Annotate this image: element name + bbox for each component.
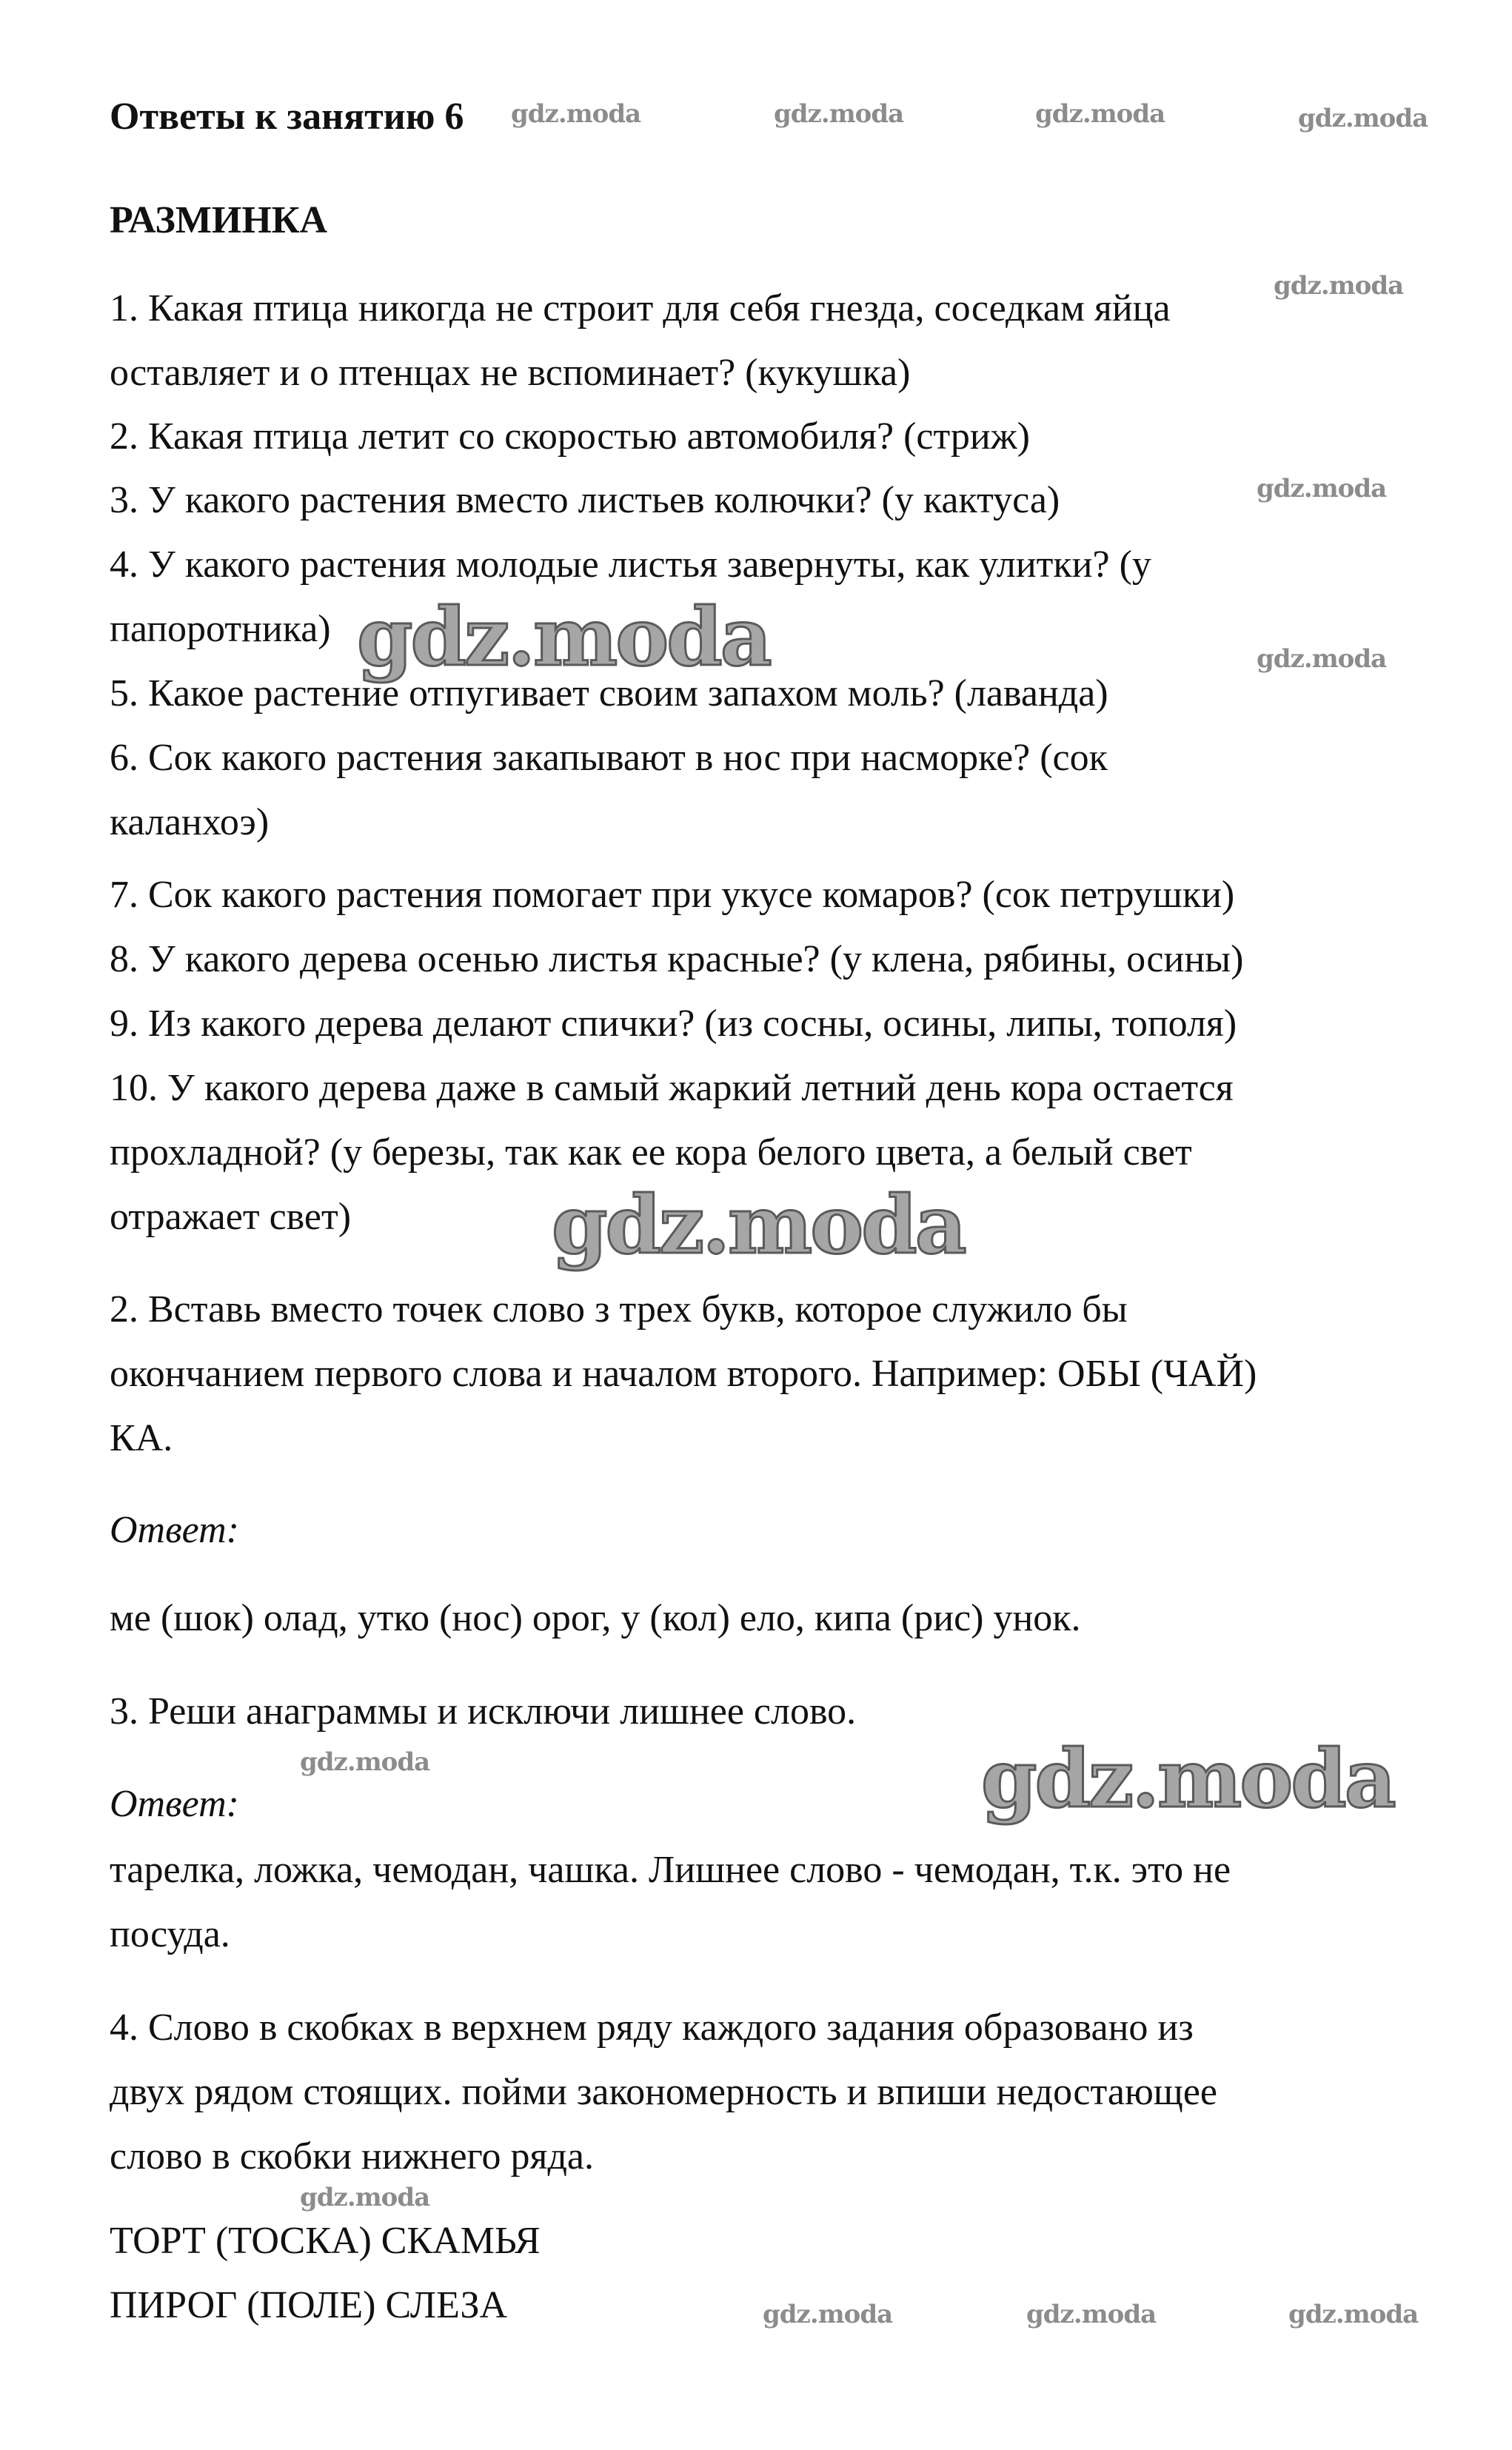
warmup-line: оставляет и о птенцах не вспоминает? (кукушка) <box>110 352 911 394</box>
warmup-line: 9. Из какого дерева делают спички? (из сосны, осины, липы, тополя) <box>110 1003 1237 1045</box>
task4-line: двух рядом стоящих. пойми закономерность и впиши недостающее <box>110 2071 1217 2113</box>
warmup-line: 4. У какого растения молодые листья завернуты, как улитки? (у <box>110 543 1151 586</box>
task2-line: 2. Вставь вместо точек слово з трех букв, которое служило бы <box>110 1288 1128 1331</box>
task4-line: слово в скобки нижнего ряда. <box>110 2135 595 2178</box>
warmup-line: 7. Сок какого растения помогает при укусе комаров? (сок петрушки) <box>110 874 1235 916</box>
watermark: gdz.moda <box>1288 2300 1419 2329</box>
watermark: gdz.moda <box>774 99 904 129</box>
task2-answer-label: Ответ: <box>110 1509 239 1551</box>
task2-line: окончанием первого слова и началом второго. Например: ОБЫ (ЧАЙ) <box>110 1353 1257 1395</box>
task3-answer-line: посуда. <box>110 1913 230 1955</box>
watermark: gdz.moda <box>981 1733 1394 1826</box>
task3-answer-line: тарелка, ложка, чемодан, чашка. Лишнее слово - чемодан, т.к. это не <box>110 1849 1231 1891</box>
task4-line: 4. Слово в скобках в верхнем ряду каждого задания образовано из <box>110 2006 1194 2049</box>
warmup-line: 2. Какая птица летит со скоростью автомобиля? (стриж) <box>110 415 1030 458</box>
warmup-line: 10. У какого дерева даже в самый жаркий летний день кора остается <box>110 1067 1234 1109</box>
watermark: gdz.moda <box>1257 474 1387 503</box>
warmup-line: папоротника) <box>110 608 331 650</box>
warmup-line: прохладной? (у березы, так как ее кора белого цвета, а белый свет <box>110 1131 1192 1174</box>
watermark: gdz.moda <box>1035 99 1165 129</box>
warmup-line: отражает свет) <box>110 1196 352 1238</box>
warmup-line: 6. Сок какого растения закапывают в нос при насморке? (сок <box>110 737 1108 779</box>
watermark: gdz.moda <box>511 99 641 129</box>
task2-line: КА. <box>110 1417 173 1459</box>
task4-row: ТОРТ (ТОСКА) СКАМЬЯ <box>110 2220 541 2262</box>
warmup-line: каланхоэ) <box>110 801 270 843</box>
watermark: gdz.moda <box>357 591 770 684</box>
watermark: gdz.moda <box>300 1747 430 1777</box>
task4-row: ПИРОГ (ПОЛЕ) СЛЕЗА <box>110 2284 508 2326</box>
page-title: Ответы к занятию 6 <box>110 96 464 138</box>
task3-question: 3. Реши анаграммы и исключи лишнее слово. <box>110 1690 857 1733</box>
warmup-line: 5. Какое растение отпугивает своим запахом моль? (лаванда) <box>110 672 1108 714</box>
watermark: gdz.moda <box>1298 104 1428 133</box>
watermark: gdz.moda <box>1026 2300 1157 2329</box>
watermark: gdz.moda <box>1274 271 1404 301</box>
watermark: gdz.moda <box>1257 644 1387 674</box>
section-heading: РАЗМИНКА <box>110 199 328 241</box>
watermark: gdz.moda <box>300 2183 430 2212</box>
warmup-line: 3. У какого растения вместо листьев колючки? (у кактуса) <box>110 479 1060 521</box>
watermark: gdz.moda <box>552 1179 965 1272</box>
task2-answer: ме (шок) олад, утко (нос) орог, у (кол) ело, кипа (рис) унок. <box>110 1597 1081 1639</box>
warmup-line: 8. У какого дерева осенью листья красные? (у клена, рябины, осины) <box>110 938 1244 980</box>
warmup-line: 1. Какая птица никогда не строит для себя гнезда, соседкам яйца <box>110 287 1171 329</box>
watermark: gdz.moda <box>763 2300 893 2329</box>
task3-answer-label: Ответ: <box>110 1783 239 1825</box>
